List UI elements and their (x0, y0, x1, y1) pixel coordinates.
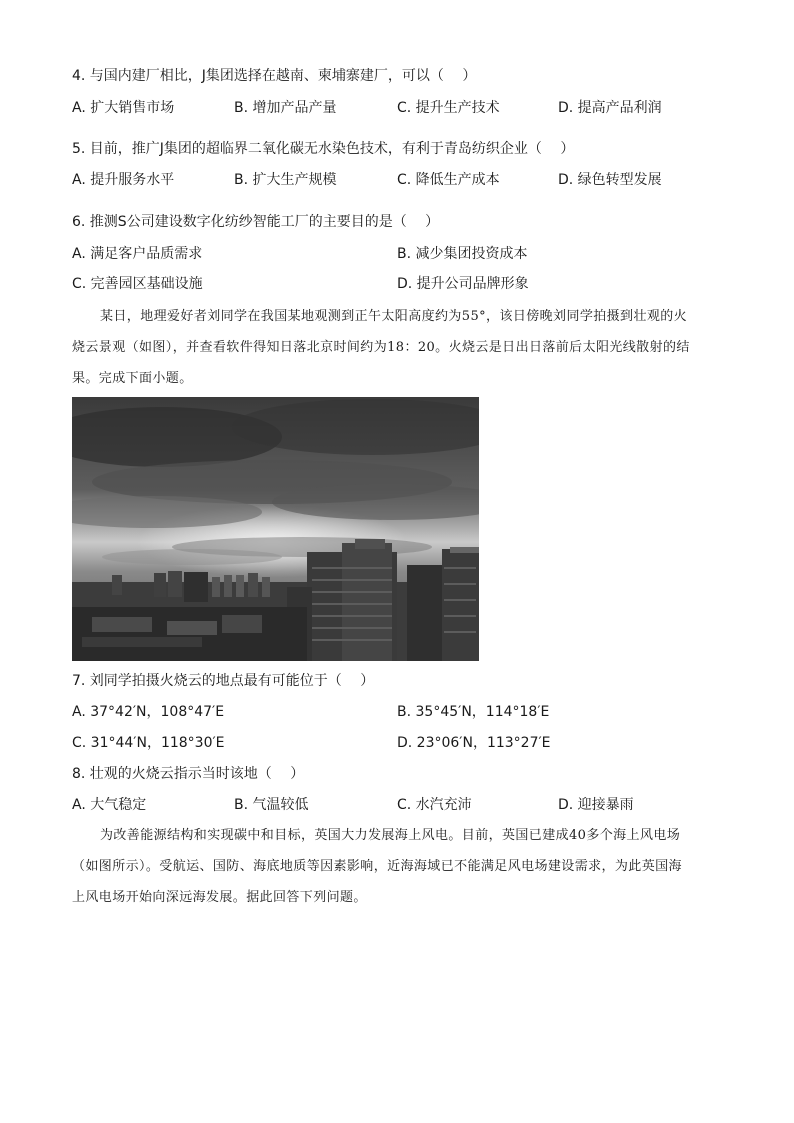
question-7-option-a[interactable]: A. 37°42′N，108°47′E (72, 704, 225, 720)
passage-1-line-2: 烧云景观（如图），并查看软件得知日落北京时间约为18：20。火烧云是日出日落前后太阳光线散射的结 (72, 340, 690, 355)
question-8-option-c[interactable]: C. 水汽充沛 (397, 797, 472, 813)
question-6-option-b[interactable]: B. 减少集团投资成本 (397, 246, 528, 262)
passage-1-line-3: 果。完成下面小题。 (72, 371, 193, 386)
question-4-stem: 4. 与国内建厂相比，J集团选择在越南、柬埔寨建厂，可以（ ） (72, 68, 477, 84)
passage-2-line-2: （如图所示）。受航运、国防、海底地质等因素影响，近海海域已不能满足风电场建设需求，为此英国海 (72, 859, 682, 874)
question-5-option-b[interactable]: B. 扩大生产规模 (234, 172, 337, 188)
question-5-option-d[interactable]: D. 绿色转型发展 (558, 172, 662, 188)
passage-2-line-1: 为改善能源结构和实现碳中和目标，英国大力发展海上风电。目前，英国已建成40多个海上风电场 (100, 828, 681, 843)
passage-1-line-1: 某日，地理爱好者刘同学在我国某地观测到正午太阳高度约为55°，该日傍晚刘同学拍摄到壮观的火 (100, 309, 688, 324)
question-8-option-b[interactable]: B. 气温较低 (234, 797, 309, 813)
question-7-stem: 7. 刘同学拍摄火烧云的地点最有可能位于（ ） (72, 673, 375, 689)
question-6-option-d[interactable]: D. 提升公司品牌形象 (397, 276, 529, 292)
question-8-stem: 8. 壮观的火烧云指示当时该地（ ） (72, 766, 305, 782)
question-6-option-a[interactable]: A. 满足客户品质需求 (72, 246, 203, 262)
question-6-option-c[interactable]: C. 完善园区基础设施 (72, 276, 203, 292)
question-4-option-a[interactable]: A. 扩大销售市场 (72, 100, 175, 116)
question-5-option-a[interactable]: A. 提升服务水平 (72, 172, 175, 188)
question-7-option-d[interactable]: D. 23°06′N，113°27′E (397, 735, 551, 751)
question-8-option-d[interactable]: D. 迎接暴雨 (558, 797, 634, 813)
question-4-option-d[interactable]: D. 提高产品利润 (558, 100, 662, 116)
passage-2-line-3: 上风电场开始向深远海发展。据此回答下列问题。 (72, 890, 367, 905)
question-4-option-b[interactable]: B. 增加产品产量 (234, 100, 337, 116)
question-7-option-c[interactable]: C. 31°44′N，118°30′E (72, 735, 225, 751)
question-7-option-b[interactable]: B. 35°45′N，114°18′E (397, 704, 550, 720)
sunset-cloud-photo (72, 397, 479, 661)
question-5-stem: 5. 目前，推广J集团的超临界二氧化碳无水染色技术，有利于青岛纺织企业（ ） (72, 141, 575, 157)
question-5-option-c[interactable]: C. 降低生产成本 (397, 172, 500, 188)
question-8-option-a[interactable]: A. 大气稳定 (72, 797, 147, 813)
question-4-option-c[interactable]: C. 提升生产技术 (397, 100, 500, 116)
question-6-stem: 6. 推测S公司建设数字化纺纱智能工厂的主要目的是（ ） (72, 214, 440, 230)
